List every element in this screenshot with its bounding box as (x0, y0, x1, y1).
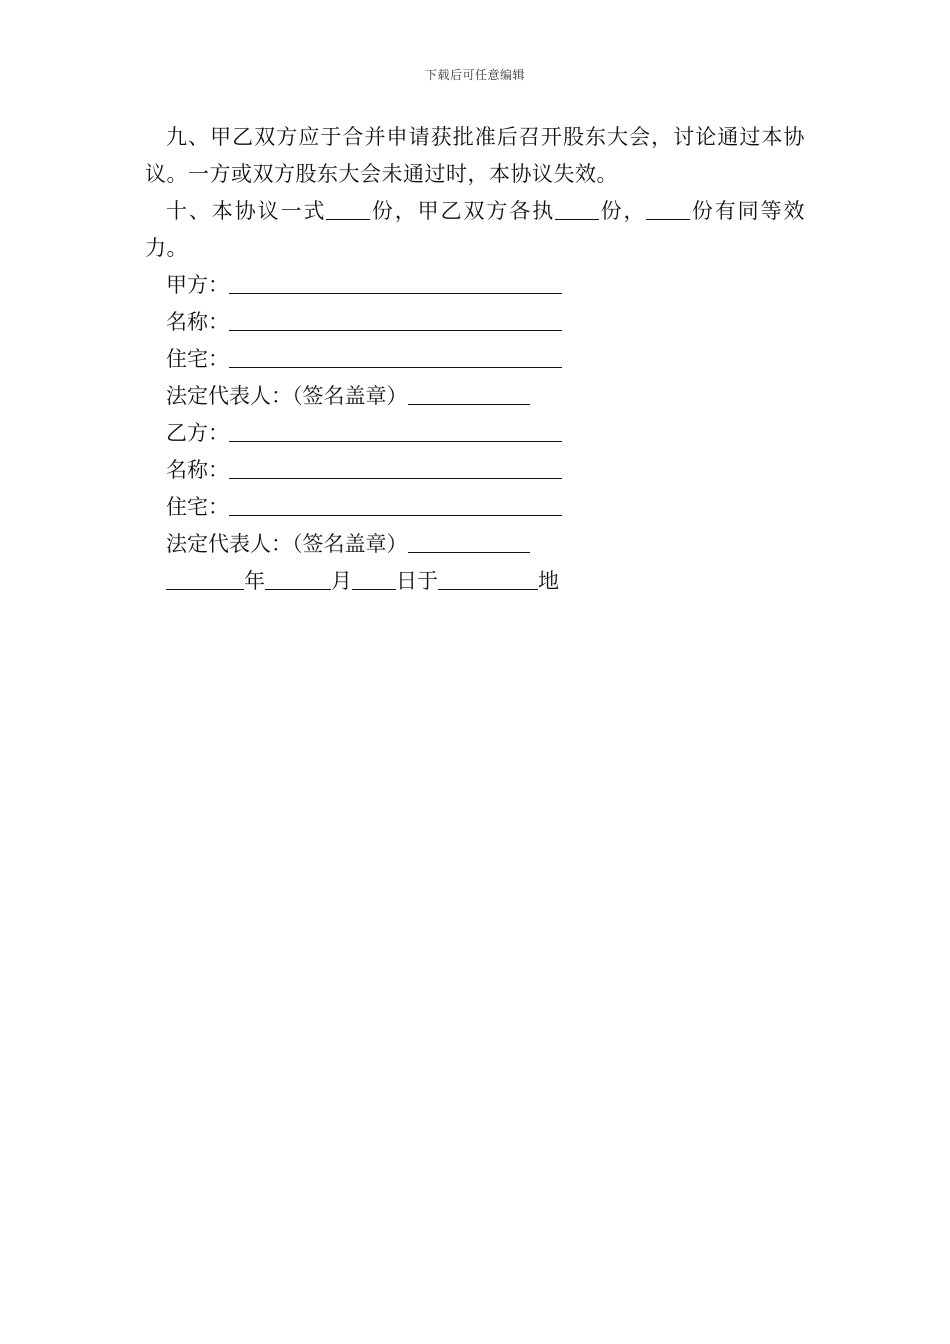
clause-nine: 九、甲乙双方应于合并申请获批准后召开股东大会，讨论通过本协议。一方或双方股东大会未通过时，本协议失效。 (145, 125, 805, 186)
copies-each-blank[interactable] (555, 197, 599, 220)
clause-ten-part4: 份有同等效力。 (145, 199, 806, 260)
party-a-address-label: 住宅： (166, 347, 229, 371)
copies-total-blank[interactable] (326, 197, 370, 220)
year-label: 年 (244, 569, 265, 593)
clause-ten-part2: 份，甲乙双方各执 (370, 199, 556, 223)
clause-ten (145, 193, 805, 267)
party-b-blank[interactable] (229, 419, 562, 442)
party-a-name-line (145, 304, 805, 341)
party-a-name-label: 名称： (166, 310, 229, 334)
party-b-address-label: 住宅： (166, 495, 229, 519)
clause-ten-part1: 十、本协议一式 (166, 199, 327, 223)
month-label: 月 (331, 569, 352, 593)
party-b-rep-label: 法定代表人：（签名盖章） (166, 532, 408, 556)
party-b-label: 乙方： (166, 421, 229, 445)
party-a-line (145, 267, 805, 304)
party-a-rep-label: 法定代表人：（签名盖章） (166, 384, 408, 408)
place-label: 地 (538, 569, 559, 593)
copies-other-blank[interactable] (646, 197, 690, 220)
place-blank[interactable] (438, 567, 538, 590)
party-a-address-line (145, 341, 805, 378)
party-b-address-line (145, 489, 805, 526)
party-a-address-blank[interactable] (229, 345, 562, 368)
day-blank[interactable] (352, 567, 396, 590)
party-a-blank[interactable] (229, 271, 562, 294)
party-a-signature-blank[interactable] (408, 382, 530, 405)
party-b-rep-line (145, 526, 805, 563)
party-b-line (145, 415, 805, 452)
date-place-line (145, 563, 805, 600)
party-b-name-label: 名称： (166, 458, 229, 482)
clause-ten-part3: 份， (599, 199, 647, 223)
party-a-name-blank[interactable] (229, 308, 562, 331)
document-body (145, 119, 805, 600)
day-label: 日于 (396, 569, 438, 593)
party-b-name-blank[interactable] (229, 456, 562, 479)
party-a-label: 甲方： (166, 273, 229, 297)
party-a-rep-line (145, 378, 805, 415)
party-b-address-blank[interactable] (229, 493, 562, 516)
month-blank[interactable] (265, 567, 331, 590)
page-header: 下载后可任意编辑 (424, 68, 525, 82)
party-b-signature-blank[interactable] (408, 530, 530, 553)
year-blank[interactable] (166, 567, 244, 590)
party-b-name-line (145, 452, 805, 489)
